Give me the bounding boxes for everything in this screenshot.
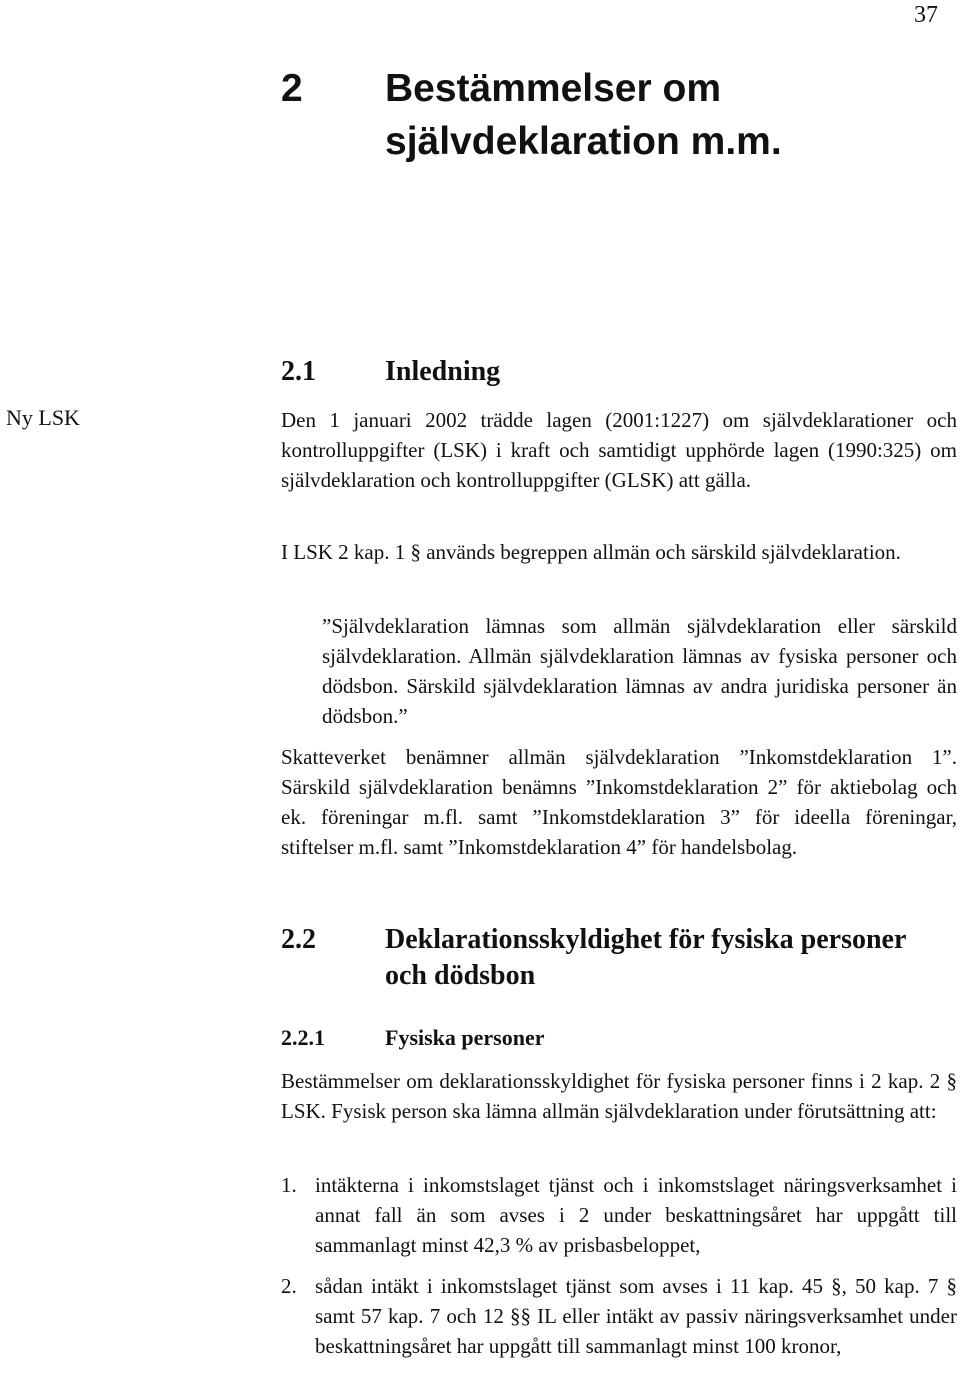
- section-number: 2.2: [281, 924, 316, 955]
- chapter-title: Bestämmelser om självdeklaration m.m.: [385, 67, 782, 163]
- section-number: 2.1: [281, 356, 316, 387]
- paragraph: Den 1 januari 2002 trädde lagen (2001:1227) om självdeklarationer och kontrolluppgifter (LSK) i kraft och samtidigt upphörde lagen (1990:325) om självdeklaration och kontrolluppgifter (GLSK) att gälla.: [281, 408, 957, 492]
- list-item-number: 2.: [281, 1274, 297, 1298]
- subsection-title: Fysiska personer: [385, 1025, 545, 1050]
- paragraph: Bestämmelser om deklarationsskyldighet för fysiska personer finns i 2 kap. 2 § LSK. Fysisk person ska lämna allmän självdeklaration under förutsättning att:: [281, 1069, 957, 1123]
- section-title: Deklarationsskyldighet för fysiska personer och dödsbon: [385, 924, 906, 991]
- block-quote: ”Självdeklaration lämnas som allmän självdeklaration eller särskild självdeklaration. Allmän självdeklaration lämnas av fysiska personer och dödsbon. Särskild självdeklaration lämnas av andra juridiska personer än dödsbon.”: [322, 614, 957, 728]
- list-item-text: intäkterna i inkomstslaget tjänst och i inkomstslaget näringsverksamhet i annat fall än som avses i 2 under beskattningsåret har uppgått till sammanlagt minst 42,3 % av prisbasbeloppet,: [315, 1173, 957, 1257]
- page-number: 37: [914, 2, 938, 28]
- chapter-number: 2: [281, 67, 303, 110]
- paragraph: I LSK 2 kap. 1 § används begreppen allmän och särskild självdeklaration.: [281, 540, 901, 564]
- subsection-number: 2.2.1: [281, 1025, 325, 1050]
- list-item-number: 1.: [281, 1173, 297, 1197]
- margin-note: Ny LSK: [6, 405, 80, 430]
- section-title: Inledning: [385, 356, 501, 387]
- list-item-text: sådan intäkt i inkomstslaget tjänst som avses i 11 kap. 45 §, 50 kap. 7 § samt 57 kap. 7 och 12 §§ IL eller intäkt av passiv näringsverksamhet under beskattningsåret har uppgått till sammanlagt minst 100 kronor,: [315, 1274, 957, 1358]
- paragraph: Skatteverket benämner allmän självdeklaration ”Inkomstdeklaration 1”. Särskild självdeklaration benämns ”Inkomstdeklaration 2” för aktiebolag och ek. föreningar m.fl. samt ”Inkomstdeklaration 3” för ideella föreningar, stiftelser m.fl. samt ”Inkomstdeklaration 4” för handelsbolag.: [281, 745, 957, 859]
